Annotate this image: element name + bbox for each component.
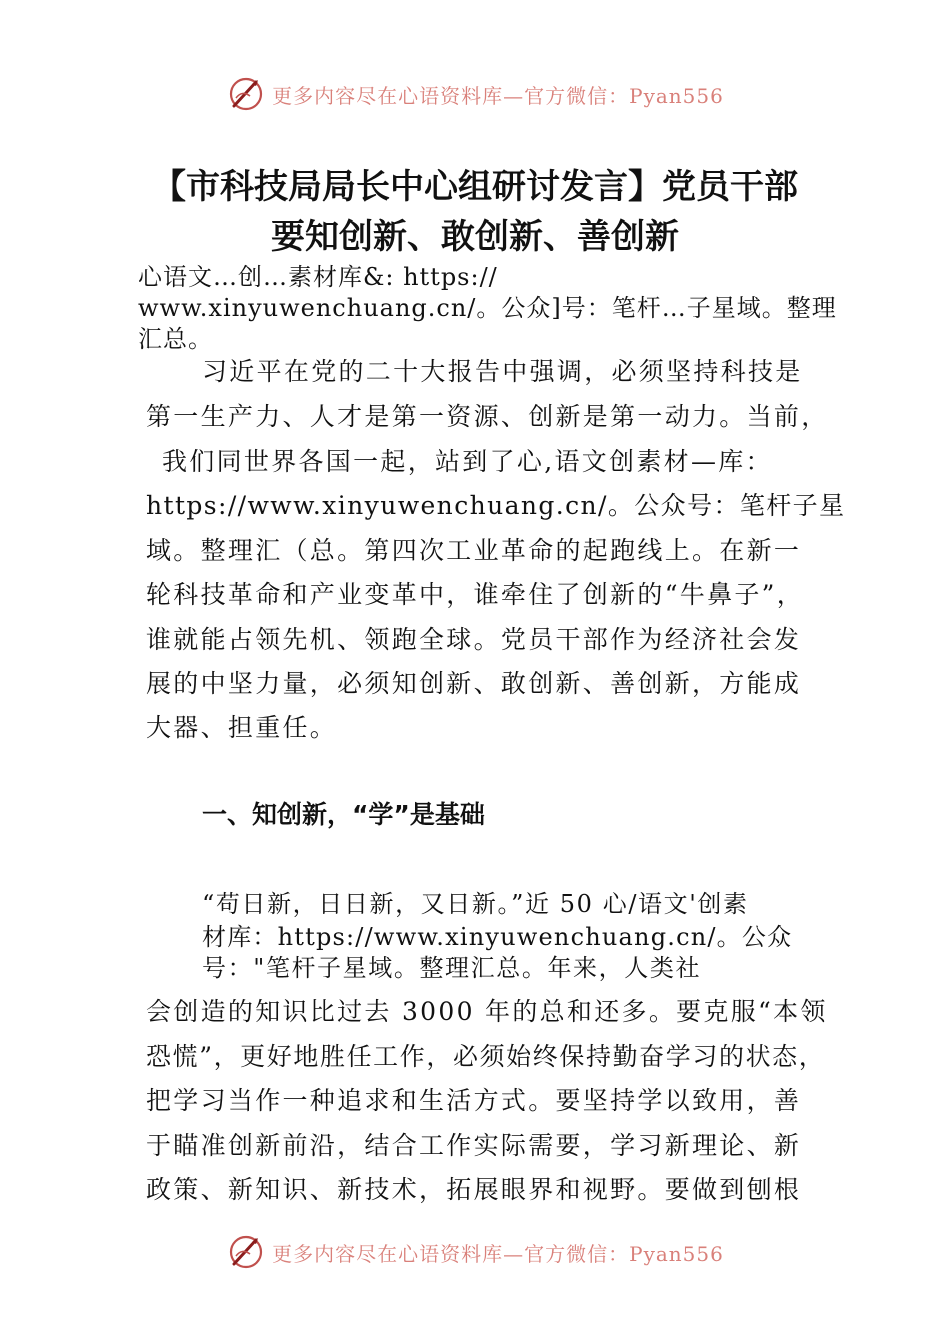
paragraph-line: 展的中坚力量，必须知创新、敢创新、善创新，方能成 (146, 669, 802, 698)
paragraph-line: 于瞄准创新前沿，结合工作实际需要，学习新理论、新 (146, 1131, 802, 1160)
paragraph-line: 习近平在党的二十大报告中强调，必须坚持科技是 (202, 357, 803, 386)
document-title-line-1: 【市科技局局长中心组研讨发言】党员干部 (152, 167, 798, 207)
banner-text: 更多内容尽在心语资料库—官方微信：Pyan556 (272, 83, 724, 108)
banner-text: 更多内容尽在心语资料库—官方微信：Pyan556 (272, 1241, 724, 1266)
section-heading: 一、知创新，“学”是基础 (202, 800, 485, 829)
source-line: www.xinyuwenchuang.cn/。公众]号：笔杆…子星域。整理 (138, 294, 837, 322)
paragraph-line: 号："笔杆子星域。整理汇总。年来，人类社 (202, 954, 702, 982)
paragraph-line: https://www.xinyuwenchuang.cn/。公众号：笔杆子星 (146, 491, 846, 520)
paragraph-line: 域。整理汇（总。第四次工业革命的起跑线上。在新一 (146, 536, 802, 565)
source-line: 心语文…创…素材库&: https:// (138, 263, 498, 291)
paragraph-line: 材库：https://www.xinyuwenchuang.cn/。公众 (202, 923, 793, 951)
pen-logo-icon (226, 74, 266, 114)
paragraph-line: 把学习当作一种追求和生活方式。要坚持学以致用，善 (146, 1086, 802, 1115)
document-title-line-2: 要知创新、敢创新、善创新 (271, 217, 679, 257)
header-banner (0, 72, 950, 116)
paragraph-line: “苟日新，日日新，又日新。”近 50 心/语文'创素 (202, 890, 749, 918)
paragraph-line: 第一生产力、人才是第一资源、创新是第一动力。当前， (146, 402, 829, 431)
paragraph-line: 谁就能占领先机、领跑全球。党员干部作为经济社会发 (146, 625, 802, 654)
source-line: 汇总。 (138, 325, 213, 353)
paragraph-line: 会创造的知识比过去 3000 年的总和还多。要克服“本领 (146, 997, 828, 1026)
pen-logo-icon (226, 1232, 266, 1272)
paragraph-line: 恐慌”，更好地胜任工作，必须始终保持勤奋学习的状态， (146, 1042, 826, 1071)
paragraph-line: 政策、新知识、新技术，拓展眼界和视野。要做到刨根 (146, 1175, 802, 1204)
paragraph-line: 我们同世界各国一起，站到了心,语文创素材—库： (162, 447, 773, 476)
footer-banner (0, 1230, 950, 1274)
paragraph-line: 轮科技革命和产业变革中，谁牵住了创新的“牛鼻子”， (146, 580, 805, 609)
paragraph-line: 大器、担重任。 (146, 713, 338, 742)
